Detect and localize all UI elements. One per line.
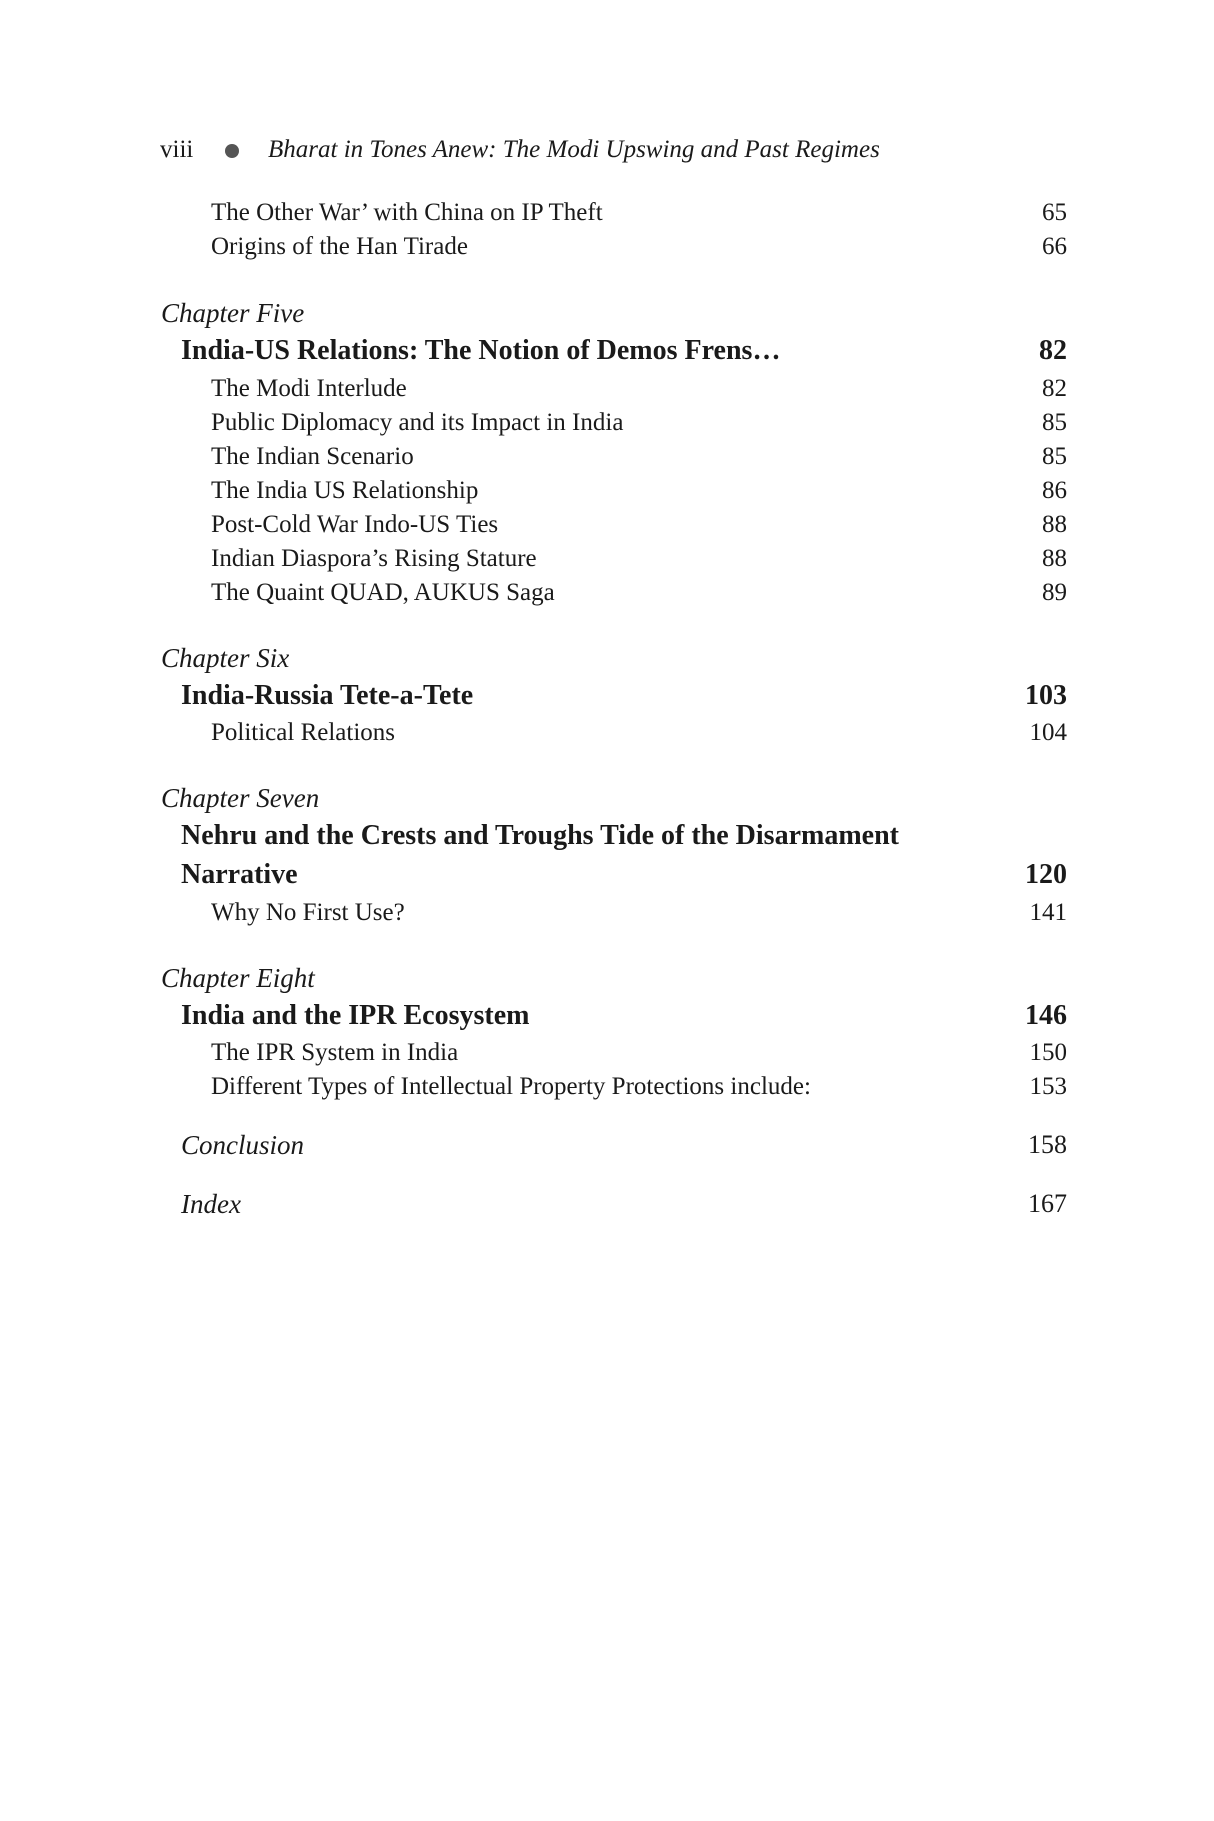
toc-section[interactable] (0, 440, 1067, 474)
toc-section[interactable] (0, 1036, 1067, 1070)
toc-section[interactable] (0, 542, 1067, 576)
section-title: Why No First Use? (211, 899, 405, 926)
toc-section[interactable] (0, 406, 1067, 440)
toc-section[interactable] (0, 372, 1067, 406)
section-page: 82 (1042, 375, 1067, 402)
section-title: Post-Cold War Indo-US Ties (211, 511, 499, 538)
toc-section[interactable] (0, 508, 1067, 542)
toc-section[interactable] (0, 896, 1067, 930)
section-page: 86 (1042, 477, 1067, 504)
conclusion-page: 158 (1028, 1130, 1067, 1159)
section-page: 88 (1042, 545, 1067, 572)
section-page: 89 (1042, 579, 1067, 606)
section-page: 85 (1042, 443, 1067, 470)
chapter-page: 120 (1025, 859, 1067, 890)
chapter-title[interactable]: Nehru and the Crests and Troughs Tide of the Disarmament (181, 820, 899, 851)
section-title: The IPR System in India (211, 1039, 459, 1066)
section-page: 141 (1029, 899, 1067, 926)
section-page: 65 (1042, 199, 1067, 226)
index-page: 167 (1028, 1189, 1067, 1218)
toc-section[interactable] (0, 474, 1067, 508)
section-title: Indian Diaspora’s Rising Stature (211, 545, 537, 572)
chapter-label: Chapter Eight (161, 963, 315, 993)
toc-section[interactable] (0, 230, 1067, 264)
toc-section[interactable] (0, 1070, 1067, 1104)
chapter-page: 146 (1025, 1000, 1067, 1031)
running-header (160, 133, 1060, 167)
section-title: The Other War’ with China on IP Theft (211, 199, 603, 226)
toc-index[interactable]: Index 167 (181, 1189, 1067, 1219)
section-title: The Modi Interlude (211, 375, 407, 402)
section-page: 104 (1029, 719, 1067, 746)
running-title: Bharat in Tones Anew: The Modi Upswing and Past Regimes (268, 136, 880, 163)
chapter-title-continued[interactable]: Narrative 120 (0, 856, 1067, 894)
section-title: The Quaint QUAD, AUKUS Saga (211, 579, 555, 606)
section-title: The India US Relationship (211, 477, 479, 504)
toc-section[interactable] (0, 196, 1067, 230)
bullet-icon (225, 144, 239, 158)
section-title: Political Relations (211, 719, 396, 746)
chapter-label: Chapter Six (161, 643, 290, 673)
section-title: The Indian Scenario (211, 443, 414, 470)
section-page: 153 (1029, 1073, 1067, 1100)
section-title: Different Types of Intellectual Property Protections include: (211, 1073, 811, 1100)
chapter-title[interactable]: India and the IPR Ecosystem 146 (0, 997, 1067, 1035)
section-page: 150 (1029, 1039, 1067, 1066)
chapter-label: Chapter Five (161, 298, 305, 328)
chapter-title[interactable]: India-Russia Tete-a-Tete 103 (0, 677, 1067, 715)
section-title: Origins of the Han Tirade (211, 233, 468, 260)
section-page: 66 (1042, 233, 1067, 260)
chapter-page: 82 (1039, 335, 1067, 366)
section-page: 88 (1042, 511, 1067, 538)
chapter-title[interactable]: India-US Relations: The Notion of Demos Frens… 82 (0, 332, 1067, 370)
chapter-label: Chapter Seven (161, 783, 320, 813)
toc-section[interactable] (0, 576, 1067, 610)
section-title: Public Diplomacy and its Impact in India (211, 409, 624, 436)
toc-section[interactable] (0, 716, 1067, 750)
chapter-page: 103 (1025, 680, 1067, 711)
section-page: 85 (1042, 409, 1067, 436)
page-number: viii (160, 136, 194, 163)
toc-conclusion[interactable]: Conclusion 158 (181, 1130, 1067, 1160)
